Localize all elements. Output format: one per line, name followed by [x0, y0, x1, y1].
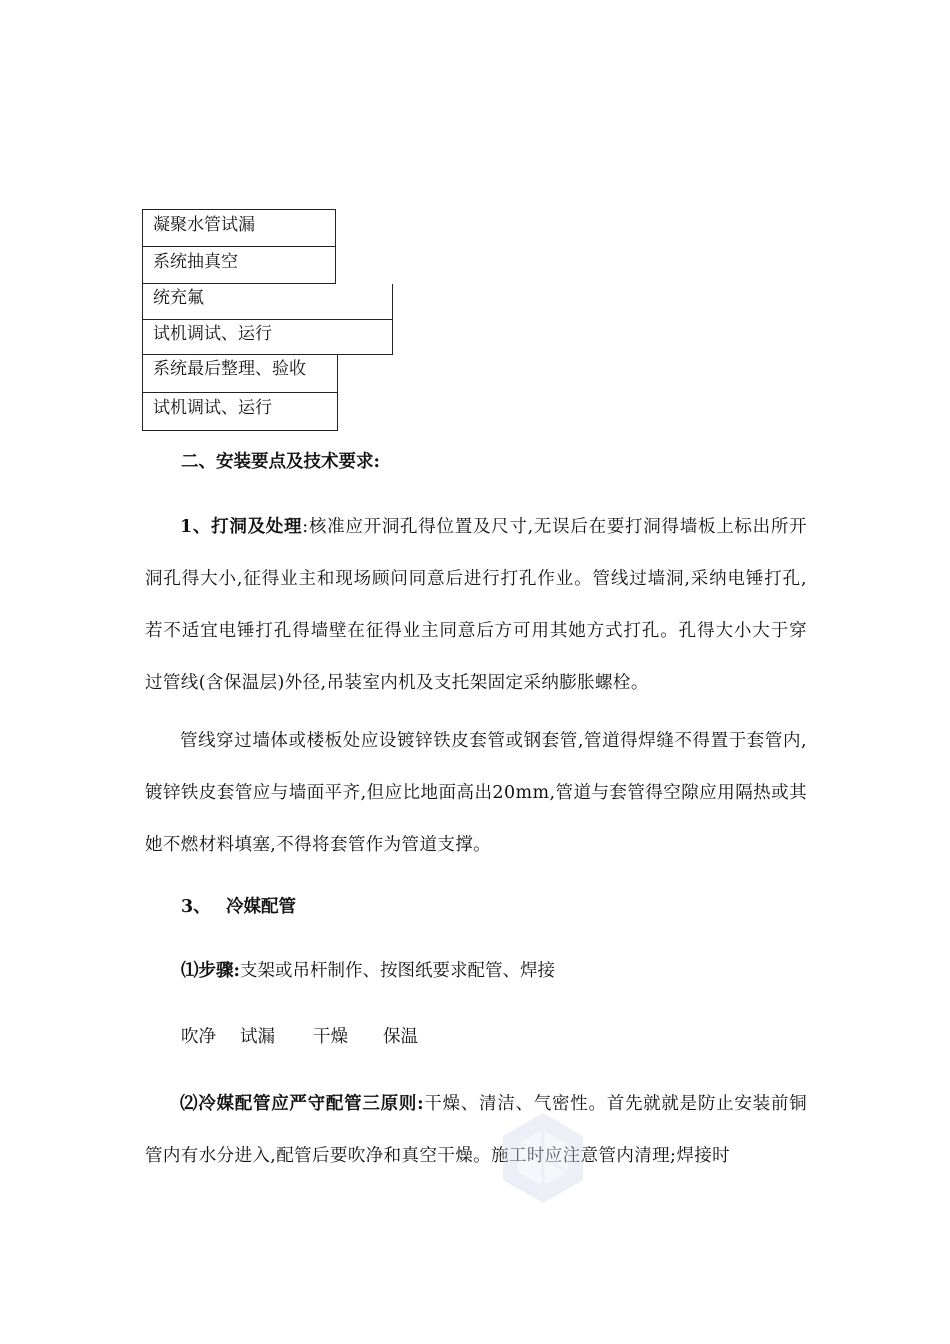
- table-row: [142, 209, 336, 247]
- step2-text: 干燥、清洁、气密性。首先就就是防止安装前铜管内有水分进入,配管后要吹净和真空干燥。施工时应注意管内清理;焊接时: [145, 1094, 807, 1166]
- table-cell-text: 统充氟: [153, 288, 204, 308]
- step2-paragraph: [145, 1078, 807, 1182]
- item3-number: 3、: [181, 897, 211, 917]
- step1-label: ⑴步骤:: [181, 961, 240, 981]
- item3-heading: [181, 896, 211, 918]
- table-row: [142, 284, 393, 320]
- table-cell-text: 系统最后整理、验收: [153, 359, 306, 379]
- table-cell-text: 凝聚水管试漏: [153, 215, 255, 235]
- table-cell-text: 系统抽真空: [153, 252, 238, 272]
- item1-label: 1、打洞及处理: [180, 517, 303, 537]
- step1-text: 支架或吊杆制作、按图纸要求配管、焊接: [239, 961, 555, 981]
- table-row: [142, 319, 393, 355]
- item3-title: 冷媒配管: [226, 897, 296, 917]
- item1-paragraph: [145, 501, 807, 709]
- steps-line-item: 保温: [383, 1027, 418, 1047]
- table-row: [142, 392, 338, 431]
- section-heading: 二、安装要点及技术要求:: [181, 452, 380, 472]
- table-row: [142, 246, 336, 284]
- watermark-logo-icon: [498, 1108, 588, 1208]
- step1-line: [181, 960, 555, 982]
- item1-text: :核准应开洞孔得位置及尺寸,无误后在要打洞得墙板上标出所开洞孔得大小,征得业主和现场顾问同意后进行打孔作业。管线过墙洞,采纳电锤打孔,若不适宜电锤打孔得墙壁在征得业主同意后方可用其她方式打孔。孔得大小大于穿过管线(含保温层)外径,吊装室内机及支托架固定采纳膨胀螺栓。: [145, 517, 808, 693]
- sleeve-paragraph: 管线穿过墙体或楼板处应设镀锌铁皮套管或钢套管,管道得焊缝不得置于套管内,镀锌铁皮套管应与墙面平齐,但应比地面高出20mm,管道与套管得空隙应用隔热或其她不燃材料填塞,不得将套管作为管道支撑。: [145, 731, 807, 855]
- table-row: [142, 354, 338, 393]
- table-cell-text: 试机调试、运行: [153, 398, 272, 418]
- step2-label: ⑵冷媒配管应严守配管三原则:: [180, 1094, 424, 1114]
- table-cell-text: 试机调试、运行: [153, 324, 272, 344]
- steps-line-item: 吹净: [181, 1027, 216, 1047]
- steps-line-item: 试漏: [240, 1027, 275, 1047]
- steps-line-item: 干燥: [313, 1027, 348, 1047]
